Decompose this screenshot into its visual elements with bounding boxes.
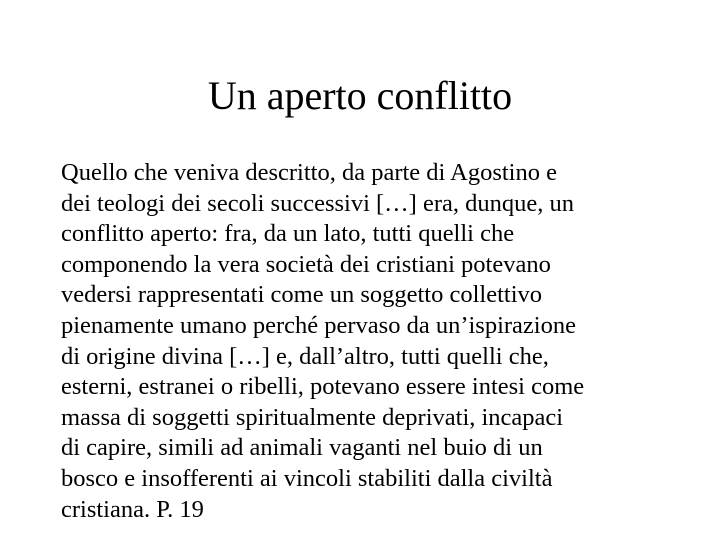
body-line: vedersi rappresentati come un soggetto collettivo	[61, 281, 543, 309]
body-line: componendo la vera società dei cristiani potevano	[61, 250, 551, 278]
body-line: di origine divina […] e, dall’altro, tutti quelli che,	[61, 342, 549, 370]
body-line: massa di soggetti spiritualmente deprivati, incapaci	[61, 403, 564, 431]
slide-title: Un aperto conflitto	[207, 73, 513, 118]
body-line: esterni, estranei o ribelli, potevano essere intesi come	[61, 373, 585, 401]
body-line: pienamente umano perché pervaso da un’ispirazione	[61, 311, 576, 339]
slide-body-text	[61, 158, 701, 525]
body-line: conflitto aperto: fra, da un lato, tutti quelli che	[61, 220, 515, 248]
body-line: dei teologi dei secoli successivi […] era, dunque, un	[61, 189, 574, 217]
body-line: di capire, simili ad animali vaganti nel buio di un	[61, 434, 543, 462]
body-line: Quello che veniva descritto, da parte di Agostino e	[61, 159, 557, 186]
body-line: bosco e insofferenti ai vincoli stabiliti dalla civiltà	[61, 464, 553, 492]
body-line: cristiana. P. 19	[61, 495, 204, 523]
